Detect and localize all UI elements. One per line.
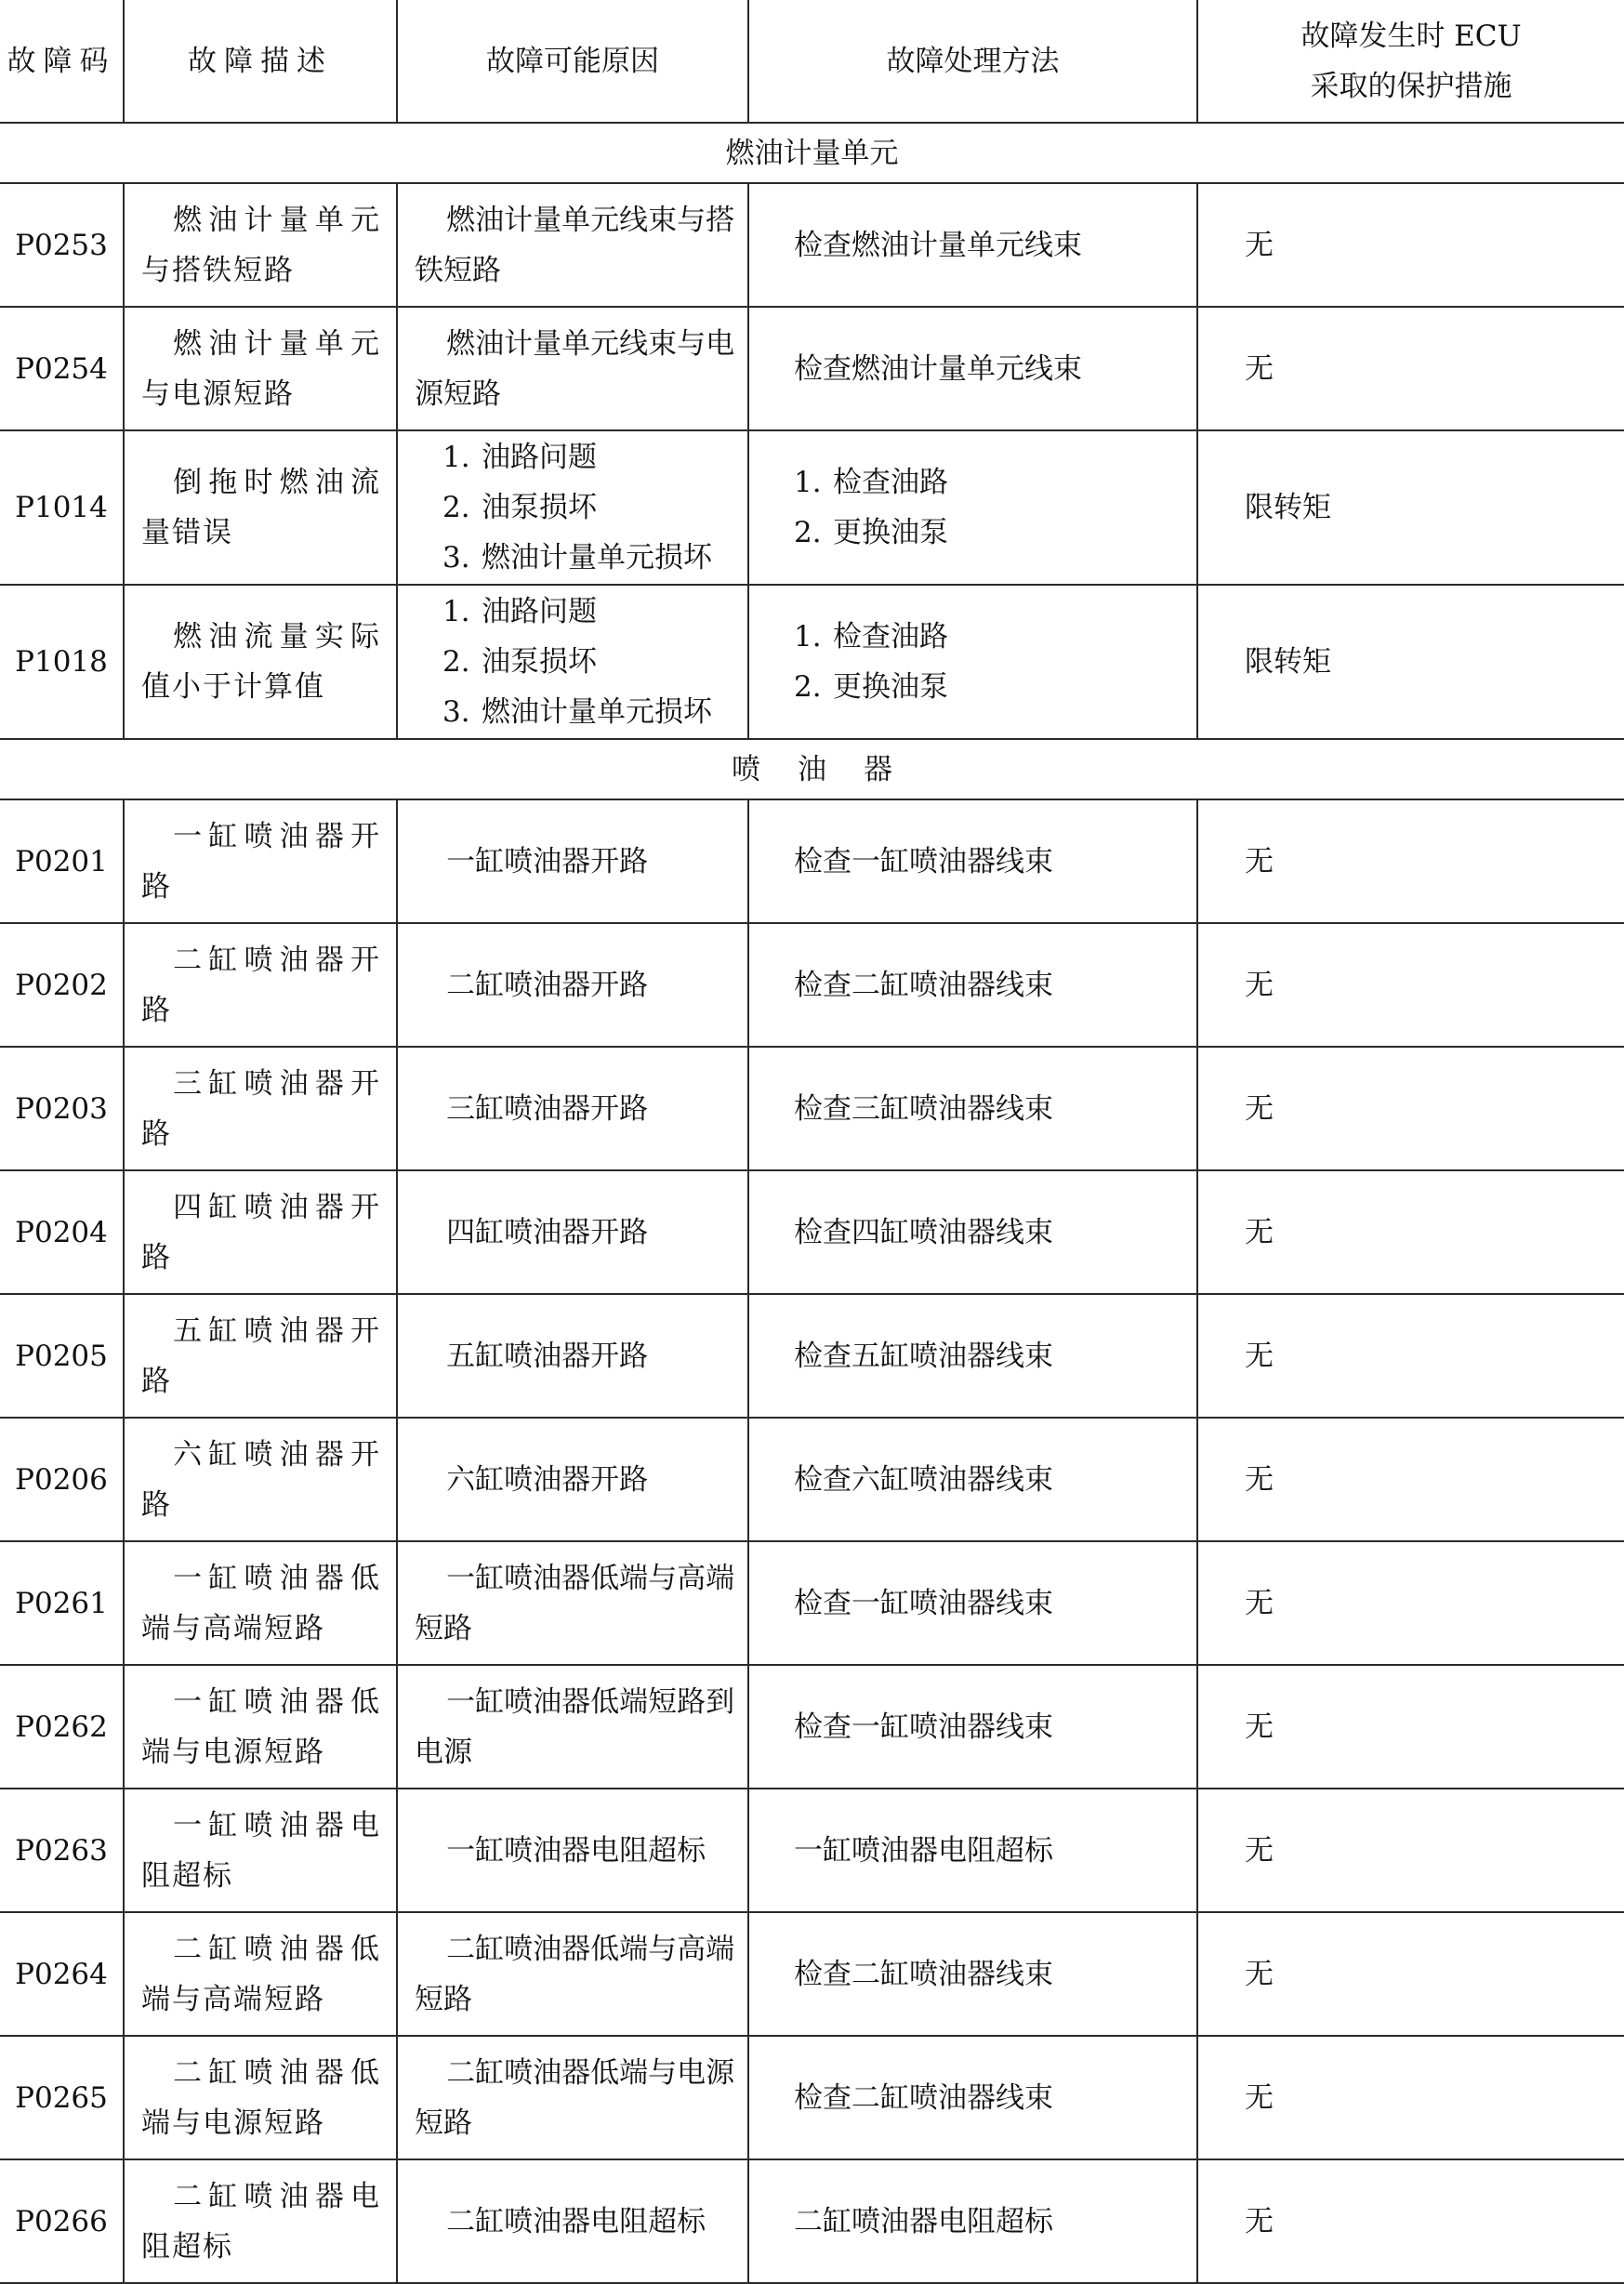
table-row (0, 1047, 1624, 1170)
fault-handling (748, 799, 1197, 923)
fault-description (124, 585, 397, 739)
fault-code: P0205 (0, 1294, 124, 1418)
handling-list-text: 检查油路 (833, 466, 948, 499)
fault-description-text: 燃油计量单元与搭铁短路 (141, 203, 381, 287)
fault-cause (397, 585, 748, 739)
fault-description-text: 四缸喷油器开路 (141, 1190, 381, 1274)
handling-list-text: 更换油泵 (833, 670, 948, 704)
fault-description (124, 430, 397, 585)
fault-description-text: 燃油计量单元与电源短路 (141, 326, 381, 411)
ecu-protection: 无 (1197, 1789, 1624, 1912)
fault-handling (748, 307, 1197, 430)
handling-list (794, 612, 1196, 712)
cause-list (415, 587, 736, 737)
section-row (0, 123, 1624, 183)
fault-code: P0265 (0, 2036, 124, 2159)
cause-list-text: 油泵损坏 (482, 645, 597, 679)
fault-cause-text: 一缸喷油器低端与高端短路 (415, 1561, 735, 1645)
cause-list-item (442, 432, 736, 482)
list-number: 2. (442, 491, 470, 524)
fault-cause (397, 183, 748, 307)
handling-list-text: 更换油泵 (833, 516, 948, 549)
fault-description (124, 1665, 397, 1789)
fault-description (124, 2036, 397, 2159)
fault-description-text: 五缸喷油器开路 (141, 1314, 381, 1398)
fault-code: P0263 (0, 1789, 124, 1912)
list-number: 1. (442, 441, 470, 474)
fault-cause-text: 燃油计量单元线束与电源短路 (415, 326, 735, 411)
table-row (0, 1294, 1624, 1418)
fault-handling-text: 检查二缸喷油器线束 (794, 968, 1053, 1002)
ecu-protection: 无 (1197, 1541, 1624, 1665)
fault-cause (397, 923, 748, 1047)
fault-handling-text: 检查二缸喷油器线束 (794, 1957, 1053, 1991)
list-number: 2. (442, 645, 470, 679)
fault-cause-text: 一缸喷油器开路 (446, 844, 649, 878)
fault-cause-text: 六缸喷油器开路 (446, 1462, 649, 1497)
fault-description (124, 1047, 397, 1170)
fault-handling (748, 1294, 1197, 1418)
fault-code: P0266 (0, 2159, 124, 2283)
fault-cause-text: 二缸喷油器低端与电源短路 (415, 2055, 735, 2140)
fault-description-text: 二缸喷油器低端与电源短路 (141, 2055, 381, 2140)
list-number: 2. (794, 670, 822, 704)
fault-cause-text: 二缸喷油器电阻超标 (446, 2204, 706, 2238)
section-title (0, 123, 1624, 183)
fault-description (124, 799, 397, 923)
handling-list-item (794, 457, 1196, 508)
cause-list-text: 油路问题 (482, 595, 597, 628)
list-number: 3. (442, 541, 470, 574)
fault-handling (748, 1418, 1197, 1541)
fault-description (124, 1418, 397, 1541)
fault-cause-text: 二缸喷油器开路 (446, 968, 649, 1002)
fault-handling (748, 1789, 1197, 1912)
table-row (0, 2159, 1624, 2283)
table-row (0, 1912, 1624, 2036)
ecu-protection: 无 (1197, 2036, 1624, 2159)
fault-description-text: 二缸喷油器开路 (141, 943, 381, 1027)
fault-handling (748, 1541, 1197, 1665)
fault-cause (397, 1541, 748, 1665)
header-code: 故障码 (0, 0, 124, 123)
fault-description-text: 二缸喷油器低端与高端短路 (141, 1932, 381, 2016)
fault-cause (397, 1294, 748, 1418)
cause-list-item (442, 687, 736, 737)
fault-cause-text: 二缸喷油器低端与高端短路 (415, 1932, 735, 2016)
fault-handling-text: 检查一缸喷油器线束 (794, 1710, 1053, 1744)
cause-list-text: 油路问题 (482, 441, 597, 474)
fault-handling (748, 2159, 1197, 2283)
list-number: 1. (794, 620, 822, 654)
fault-cause-text: 四缸喷油器开路 (446, 1215, 649, 1249)
fault-cause (397, 799, 748, 923)
fault-cause-text: 燃油计量单元线束与搭铁短路 (415, 203, 735, 287)
fault-handling (748, 923, 1197, 1047)
ecu-protection: 无 (1197, 923, 1624, 1047)
cause-list-text: 燃油计量单元损坏 (482, 695, 712, 729)
header-protection-line2: 采取的保护措施 (1310, 69, 1512, 103)
table-row (0, 1418, 1624, 1541)
fault-handling (748, 183, 1197, 307)
section-title (0, 739, 1624, 799)
fault-description-text: 倒拖时燃油流量错误 (141, 466, 381, 549)
ecu-protection: 无 (1197, 1912, 1624, 2036)
handling-list-item (794, 612, 1196, 662)
handling-list-item (794, 508, 1196, 558)
cause-list-text: 油泵损坏 (482, 491, 597, 524)
fault-handling (748, 2036, 1197, 2159)
fault-cause-text: 一缸喷油器低端短路到电源 (415, 1684, 735, 1769)
cause-list-item (442, 533, 736, 583)
fault-cause (397, 307, 748, 430)
fault-description (124, 1294, 397, 1418)
header-row (0, 0, 1624, 123)
table-row (0, 585, 1624, 739)
table-row (0, 1665, 1624, 1789)
fault-handling (748, 1665, 1197, 1789)
ecu-protection: 限转矩 (1197, 585, 1624, 739)
ecu-protection: 无 (1197, 2159, 1624, 2283)
fault-code: P0202 (0, 923, 124, 1047)
handling-list (794, 457, 1196, 558)
fault-code: P0206 (0, 1418, 124, 1541)
list-number: 3. (442, 695, 470, 729)
fault-description-text: 一缸喷油器电阻超标 (141, 1808, 381, 1893)
section-title-text: 喷油器 (732, 752, 930, 786)
fault-code: P0201 (0, 799, 124, 923)
fault-code: P0261 (0, 1541, 124, 1665)
table-row (0, 923, 1624, 1047)
cause-list-item (442, 587, 736, 637)
fault-description (124, 1912, 397, 2036)
fault-code: P0254 (0, 307, 124, 430)
fault-handling-text: 二缸喷油器电阻超标 (794, 2204, 1053, 2238)
fault-code: P0253 (0, 183, 124, 307)
fault-description-text: 二缸喷油器电阻超标 (141, 2179, 381, 2264)
section-row (0, 739, 1624, 799)
fault-description-text: 一缸喷油器开路 (141, 819, 381, 904)
fault-description (124, 923, 397, 1047)
handling-list-text: 检查油路 (833, 620, 948, 654)
ecu-protection: 限转矩 (1197, 430, 1624, 585)
fault-description-text: 燃油流量实际值小于计算值 (141, 620, 381, 704)
fault-code: P0264 (0, 1912, 124, 2036)
fault-code: P0262 (0, 1665, 124, 1789)
fault-handling (748, 1912, 1197, 2036)
fault-cause (397, 1912, 748, 2036)
table-row (0, 430, 1624, 585)
fault-handling-text: 检查二缸喷油器线束 (794, 2080, 1053, 2115)
fault-handling-text: 检查一缸喷油器线束 (794, 1586, 1053, 1620)
fault-description-text: 一缸喷油器低端与高端短路 (141, 1561, 381, 1645)
fault-description (124, 2159, 397, 2283)
table-row (0, 1170, 1624, 1294)
ecu-protection: 无 (1197, 1294, 1624, 1418)
cause-list-item (442, 637, 736, 687)
fault-handling-text: 检查四缸喷油器线束 (794, 1215, 1053, 1249)
section-title-text: 燃油计量单元 (725, 136, 899, 170)
fault-handling (748, 1170, 1197, 1294)
fault-cause-text: 一缸喷油器电阻超标 (446, 1833, 706, 1868)
fault-description (124, 1170, 397, 1294)
fault-handling (748, 430, 1197, 585)
fault-handling-text: 检查一缸喷油器线束 (794, 844, 1053, 878)
fault-handling-text: 一缸喷油器电阻超标 (794, 1833, 1053, 1868)
table-row (0, 183, 1624, 307)
header-protection (1197, 0, 1624, 123)
ecu-protection: 无 (1197, 1418, 1624, 1541)
fault-cause-text: 五缸喷油器开路 (446, 1339, 649, 1373)
header-description: 故障描述 (124, 0, 397, 123)
ecu-protection: 无 (1197, 799, 1624, 923)
ecu-protection: 无 (1197, 1047, 1624, 1170)
fault-handling-text: 检查五缸喷油器线束 (794, 1339, 1053, 1373)
fault-code: P0203 (0, 1047, 124, 1170)
fault-cause (397, 430, 748, 585)
fault-cause (397, 2159, 748, 2283)
fault-description (124, 1789, 397, 1912)
cause-list (415, 432, 736, 583)
fault-description (124, 1541, 397, 1665)
fault-cause (397, 1789, 748, 1912)
fault-description-text: 三缸喷油器开路 (141, 1066, 381, 1151)
handling-list-item (794, 662, 1196, 712)
list-number: 1. (794, 466, 822, 499)
table-row (0, 799, 1624, 923)
fault-cause (397, 1665, 748, 1789)
fault-cause (397, 2036, 748, 2159)
fault-cause (397, 1170, 748, 1294)
ecu-protection: 无 (1197, 1170, 1624, 1294)
header-cause: 故障可能原因 (397, 0, 748, 123)
table-row (0, 1541, 1624, 1665)
fault-code: P1018 (0, 585, 124, 739)
list-number: 1. (442, 595, 470, 628)
ecu-protection: 无 (1197, 183, 1624, 307)
cause-list-item (442, 482, 736, 533)
fault-handling-text: 检查燃油计量单元线束 (794, 351, 1082, 386)
fault-code: P0204 (0, 1170, 124, 1294)
cause-list-text: 燃油计量单元损坏 (482, 541, 712, 574)
fault-handling-text: 检查六缸喷油器线束 (794, 1462, 1053, 1497)
fault-description-text: 六缸喷油器开路 (141, 1437, 381, 1522)
table-row (0, 1789, 1624, 1912)
table-row (0, 2036, 1624, 2159)
fault-cause-text: 三缸喷油器开路 (446, 1091, 649, 1126)
fault-cause (397, 1418, 748, 1541)
fault-code: P1014 (0, 430, 124, 585)
table-row (0, 307, 1624, 430)
header-protection-line1: 故障发生时 ECU (1301, 19, 1522, 53)
fault-description (124, 183, 397, 307)
fault-handling-text: 检查三缸喷油器线束 (794, 1091, 1053, 1126)
fault-cause (397, 1047, 748, 1170)
fault-description-text: 一缸喷油器低端与电源短路 (141, 1684, 381, 1769)
fault-handling (748, 585, 1197, 739)
fault-handling-text: 检查燃油计量单元线束 (794, 228, 1082, 262)
ecu-protection: 无 (1197, 307, 1624, 430)
ecu-protection: 无 (1197, 1665, 1624, 1789)
fault-description (124, 307, 397, 430)
list-number: 2. (794, 516, 822, 549)
header-handling: 故障处理方法 (748, 0, 1197, 123)
fault-handling (748, 1047, 1197, 1170)
